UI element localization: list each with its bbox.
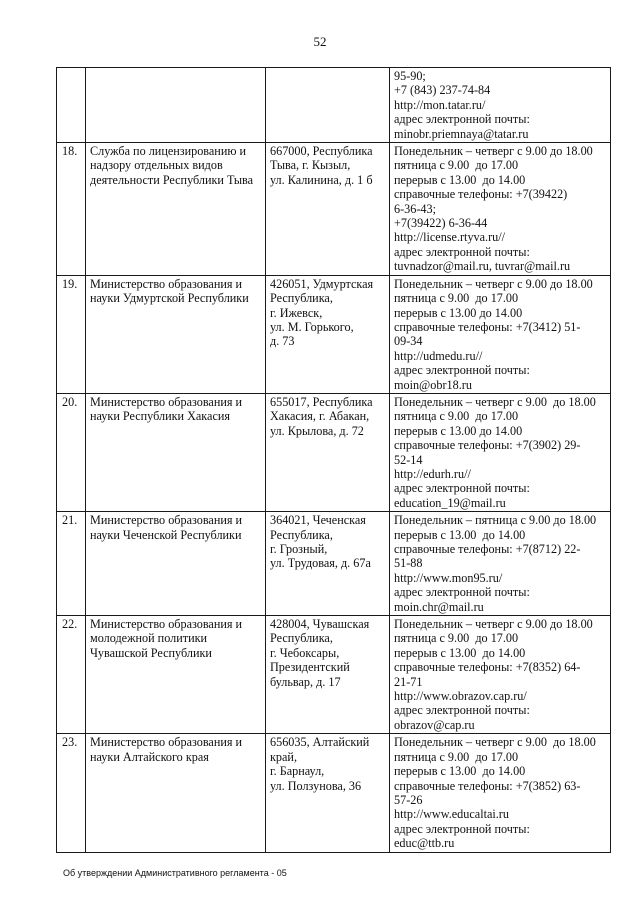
row-number — [57, 68, 86, 143]
address-line: Республика, — [270, 631, 333, 646]
row-number: 23. — [57, 734, 86, 852]
address-line: ул. Ползунова, 36 — [270, 778, 362, 793]
schedule-and-contacts — [390, 143, 611, 276]
contact-line: адрес электронной почты: — [394, 585, 530, 600]
organization-address — [266, 616, 390, 734]
address-line: бульвар, д. 17 — [270, 674, 341, 689]
contact-line: 21-71 — [394, 674, 423, 689]
contact-line: Понедельник – четверг с 9.00 до 18.00 — [394, 735, 596, 750]
contact-line: +7(39422) 6-36-44 — [394, 216, 488, 231]
address-line: ул. Трудовая, д. 67а — [270, 556, 371, 571]
contact-line: пятница с 9.00 до 17.00 — [394, 158, 519, 173]
organization-address — [266, 68, 390, 143]
organization-name: Служба по лицензированию и надзору отдельных видов деятельности Республики Тыва — [86, 143, 266, 276]
row-number: 20. — [57, 393, 86, 511]
contact-line: 52-14 — [394, 452, 423, 467]
address-line: 426051, Удмуртская — [270, 276, 374, 291]
page-number: 52 — [313, 34, 327, 49]
contact-line: 09-34 — [394, 334, 423, 349]
address-line: г. Барнаул, — [270, 764, 325, 779]
table-row — [57, 512, 611, 616]
address-line: д. 73 — [270, 334, 295, 349]
contact-line: Понедельник – четверг с 9.00 до 18.00 — [394, 394, 596, 409]
contact-line: minobr.priemnaya@tatar.ru — [394, 126, 529, 141]
contact-line: пятница с 9.00 до 17.00 — [394, 291, 519, 306]
table-row — [57, 275, 611, 393]
contact-line: Понедельник – четверг с 9.00 до 18.00 — [394, 617, 593, 632]
address-line: 667000, Республика — [270, 144, 373, 159]
address-line: 655017, Республика — [270, 394, 373, 409]
address-line: г. Чебоксары, — [270, 645, 340, 660]
contact-line: адрес электронной почты: — [394, 821, 530, 836]
contact-line: справочные телефоны: +7(3412) 51- — [394, 319, 581, 334]
contact-line: справочные телефоны: +7(3902) 29- — [394, 438, 581, 453]
contact-line: moin.chr@mail.ru — [394, 599, 484, 614]
contact-line: перерыв с 13.00 до 14.00 — [394, 423, 523, 438]
row-number: 19. — [57, 275, 86, 393]
address-line: Республика, — [270, 291, 333, 306]
address-line: г. Грозный, — [270, 542, 328, 556]
contact-line: Понедельник – пятница с 9.00 до 18.00 — [394, 513, 597, 528]
organization-address — [266, 512, 390, 616]
contact-line: пятница с 9.00 до 17.00 — [394, 409, 519, 424]
organization-address — [266, 734, 390, 852]
address-line: Республика, — [270, 527, 333, 542]
contact-line: http://edurh.ru// — [394, 466, 471, 481]
organization-name — [86, 68, 266, 143]
table-row — [57, 68, 611, 143]
table-row — [57, 734, 611, 852]
contact-line: справочные телефоны: +7(3852) 63- — [394, 778, 581, 793]
contact-line: перерыв с 13.00 до 14.00 — [394, 645, 526, 660]
contact-line: http://www.mon95.ru/ — [394, 570, 503, 585]
contact-line: справочные телефоны: +7(8352) 64- — [394, 660, 581, 675]
organization-address — [266, 143, 390, 276]
contact-line: 51-88 — [394, 556, 423, 571]
contact-line: адрес электронной почты: — [394, 481, 530, 496]
contact-line: Понедельник – четверг с 9.00 до 18.00 — [394, 144, 593, 159]
organization-name: Министерство образования и науки Республики Хакасия — [86, 393, 266, 511]
contact-line: http://mon.tatar.ru/ — [394, 97, 486, 112]
address-line: ул. Калинина, д. 1 б — [270, 172, 373, 187]
address-line: Хакасия, г. Абакан, — [270, 409, 370, 424]
address-line: г. Ижевск, — [270, 305, 323, 320]
row-number: 18. — [57, 143, 86, 276]
contact-line: пятница с 9.00 до 17.00 — [394, 631, 519, 646]
table-row — [57, 616, 611, 734]
contact-line: адрес электронной почты: — [394, 363, 530, 378]
contact-line: http://www.educaltai.ru — [394, 807, 509, 822]
contact-line: moin@obr18.ru — [394, 377, 472, 392]
address-line: ул. М. Горького, — [270, 319, 354, 334]
contact-line: адрес электронной почты: — [394, 703, 530, 718]
contact-line: перерыв с 13.00 до 14.00 — [394, 172, 526, 187]
table-row — [57, 393, 611, 511]
address-line: 428004, Чувашская — [270, 617, 370, 632]
contact-line: http://www.obrazov.cap.ru/ — [394, 689, 527, 704]
organization-name: Министерство образования и молодежной политики Чувашской Республики — [86, 616, 266, 734]
contact-line: 57-26 — [394, 792, 423, 807]
contact-line: 6-36-43; — [394, 201, 436, 216]
schedule-and-contacts — [390, 512, 611, 616]
schedule-and-contacts — [390, 393, 611, 511]
contact-line: http://license.rtyva.ru// — [394, 230, 506, 245]
contact-line: tuvnadzor@mail.ru, tuvrar@mail.ru — [394, 259, 571, 274]
contact-line: адрес электронной почты: — [394, 112, 530, 127]
schedule-and-contacts — [390, 68, 611, 143]
footer-caption: Об утверждении Административного регламента - 05 — [63, 868, 287, 878]
contact-line: пятница с 9.00 до 17.00 — [394, 749, 519, 764]
contact-line: http://udmedu.ru// — [394, 348, 483, 363]
contact-line: перерыв с 13.00 до 14.00 — [394, 305, 523, 320]
address-line: 364021, Чеченская — [270, 513, 366, 528]
organization-name: Министерство образования и науки Чеченской Республики — [86, 512, 266, 616]
organization-name: Министерство образования и науки Алтайского края — [86, 734, 266, 852]
table-row — [57, 143, 611, 276]
address-line: Тыва, г. Кызыл, — [270, 158, 351, 173]
contact-line: справочные телефоны: +7(39422) — [394, 187, 568, 202]
contact-line: адрес электронной почты: — [394, 244, 530, 259]
registry-table-body — [57, 68, 611, 853]
organization-name: Министерство образования и науки Удмуртской Республики — [86, 275, 266, 393]
address-line: край, — [270, 749, 297, 764]
organization-address — [266, 393, 390, 511]
contact-line: 95-90; — [394, 69, 426, 83]
contact-line: obrazov@cap.ru — [394, 717, 475, 732]
schedule-and-contacts — [390, 275, 611, 393]
contact-line: справочные телефоны: +7(8712) 22- — [394, 542, 581, 556]
schedule-and-contacts — [390, 616, 611, 734]
address-line: 656035, Алтайский — [270, 735, 370, 750]
contact-line: Понедельник – четверг с 9.00 до 18.00 — [394, 276, 593, 291]
row-number: 21. — [57, 512, 86, 616]
row-number: 22. — [57, 616, 86, 734]
contact-line: перерыв с 13.00 до 14.00 — [394, 527, 526, 542]
schedule-and-contacts — [390, 734, 611, 852]
organization-address — [266, 275, 390, 393]
contact-line: educ@ttb.ru — [394, 836, 455, 851]
contact-line: education_19@mail.ru — [394, 495, 506, 510]
contact-line: +7 (843) 237-74-84 — [394, 83, 491, 98]
contact-line: перерыв с 13.00 до 14.00 — [394, 764, 526, 779]
address-line: Президентский — [270, 660, 350, 675]
registry-table — [56, 67, 611, 853]
address-line: ул. Крылова, д. 72 — [270, 423, 364, 438]
